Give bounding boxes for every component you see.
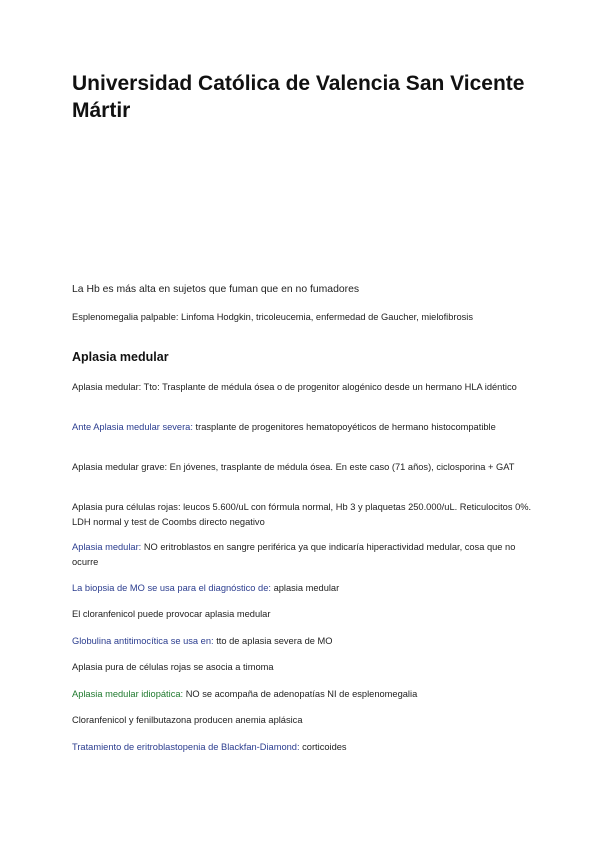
note-8 bbox=[72, 634, 532, 649]
note-12-text: corticoides bbox=[299, 742, 347, 752]
note-10 bbox=[72, 687, 532, 702]
note-5-text: NO eritroblastos en sangre periférica ya que indicaría hiperactividad medular, cosa que no ocurre bbox=[72, 542, 516, 567]
note-9-text: Aplasia pura de células rojas se asocia a timoma bbox=[72, 662, 274, 672]
note-8-text: tto de aplasia severa de MO bbox=[213, 636, 333, 646]
note-4 bbox=[72, 500, 532, 530]
note-6-lead: La biopsia de MO se usa para el diagnóstico de: bbox=[72, 583, 271, 593]
note-10-lead: Aplasia medular idiopática: bbox=[72, 689, 184, 699]
note-5 bbox=[72, 540, 532, 570]
note-9 bbox=[72, 660, 532, 675]
note-4-text: Aplasia pura células rojas: leucos 5.600/uL con fórmula normal, Hb 3 y plaquetas 250.000/uL. Reticulocitos 0%. LDH normal y test de Coombs directo negativo bbox=[72, 502, 532, 527]
note-6 bbox=[72, 581, 532, 596]
intro-paragraph-1: La Hb es más alta en sujetos que fuman que en no fumadores bbox=[72, 284, 360, 295]
note-2 bbox=[72, 420, 532, 435]
note-12 bbox=[72, 740, 532, 755]
note-1-text: Aplasia medular: Tto: Trasplante de médula ósea o de progenitor alogénico desde un hermano HLA idéntico bbox=[72, 382, 517, 392]
note-7 bbox=[72, 607, 532, 622]
note-3 bbox=[72, 460, 532, 475]
document-title: Universidad Católica de Valencia San Vicente Mártir bbox=[72, 72, 525, 122]
note-3-text: Aplasia medular grave: En jóvenes, trasplante de médula ósea. En este caso (71 años), ciclosporina + GAT bbox=[72, 462, 515, 472]
note-12-lead: Tratamiento de eritroblastopenia de Blackfan-Diamond: bbox=[72, 742, 300, 752]
note-11 bbox=[72, 713, 532, 728]
note-6-text: aplasia medular bbox=[270, 583, 340, 593]
note-10-text: NO se acompaña de adenopatías NI de esplenomegalia bbox=[183, 689, 418, 699]
note-11-text: Cloranfenicol y fenilbutazona producen anemia aplásica bbox=[72, 715, 303, 725]
note-7-text: El cloranfenicol puede provocar aplasia medular bbox=[72, 609, 271, 619]
note-2-text: trasplante de progenitores hematopoyéticos de hermano histocompatible bbox=[192, 422, 496, 432]
note-5-lead: Aplasia medular: bbox=[72, 542, 142, 552]
note-2-lead: Ante Aplasia medular severa: bbox=[72, 422, 193, 432]
note-8-lead: Globulina antitimocítica se usa en: bbox=[72, 636, 214, 646]
intro-paragraph-2: Esplenomegalia palpable: Linfoma Hodgkin, tricoleucemia, enfermedad de Gaucher, mielofibrosis bbox=[72, 312, 474, 322]
section-heading: Aplasia medular bbox=[72, 350, 169, 364]
note-1 bbox=[72, 380, 532, 395]
